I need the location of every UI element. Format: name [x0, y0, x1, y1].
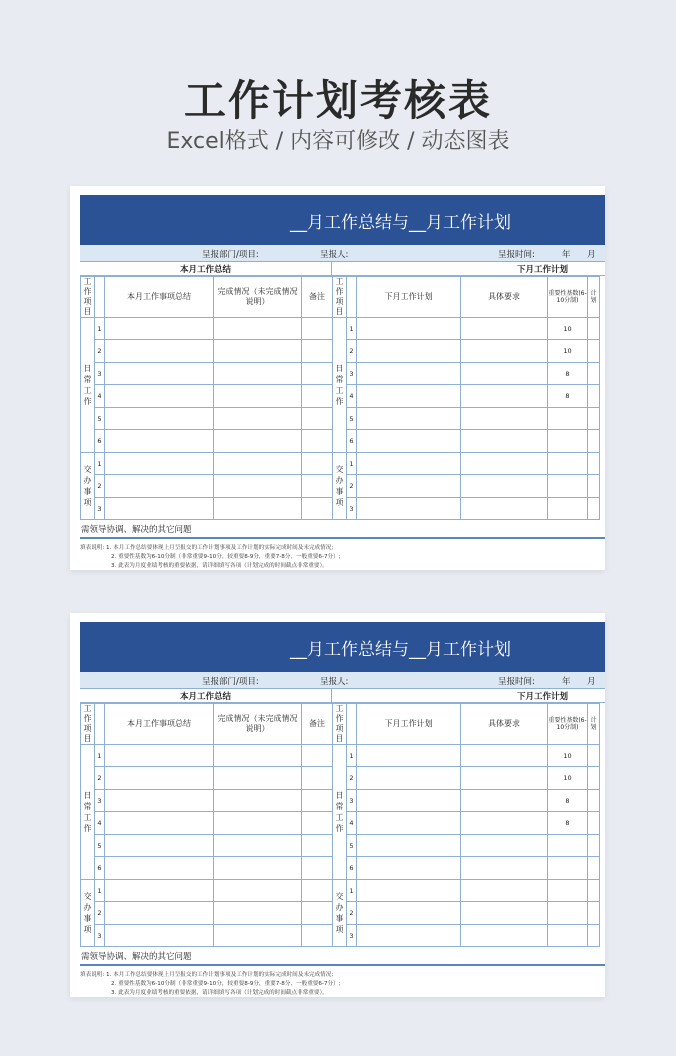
- current-month-summary-header: 本月工作总结: [80, 262, 332, 275]
- row-number-right: 6: [347, 857, 357, 880]
- month-label: 月: [587, 250, 596, 260]
- remark-cell[interactable]: [302, 902, 333, 925]
- row-number-right: 1: [347, 745, 357, 767]
- row-number: 3: [95, 925, 105, 947]
- row-number-right: 5: [347, 408, 357, 430]
- importance-cell[interactable]: [548, 880, 588, 902]
- status-cell[interactable]: [214, 790, 302, 812]
- importance-header: 重要性基数(6-10分制): [548, 277, 588, 318]
- work-item-header: 工作项目: [81, 277, 95, 318]
- status-cell[interactable]: [214, 340, 302, 363]
- row-number-right: 1: [347, 318, 357, 340]
- requirement-cell[interactable]: [461, 453, 548, 475]
- row-number: 6: [95, 857, 105, 880]
- work-item-header-right: 工作项目: [333, 277, 347, 318]
- issues-label: 需领导协调、解决的其它问题: [81, 524, 192, 535]
- requirement-cell[interactable]: [461, 318, 548, 340]
- plan-cell[interactable]: [357, 475, 461, 498]
- plan-cell[interactable]: [357, 902, 461, 925]
- requirement-cell[interactable]: [461, 408, 548, 430]
- row-number: 1: [95, 453, 105, 475]
- requirement-header: 具体要求: [461, 277, 548, 318]
- plan-cell[interactable]: [357, 385, 461, 408]
- requirement-cell[interactable]: [461, 835, 548, 857]
- remark-cell[interactable]: [302, 498, 333, 520]
- row-number-right: 3: [347, 790, 357, 812]
- summary-cell[interactable]: [105, 925, 214, 947]
- requirement-header: 具体要求: [461, 704, 548, 745]
- status-cell[interactable]: [214, 857, 302, 880]
- report-time-label: 呈报时间:: [498, 677, 535, 687]
- plan-time-cell[interactable]: [588, 925, 600, 947]
- plan-cell[interactable]: [357, 857, 461, 880]
- plan-time-cell[interactable]: [588, 902, 600, 925]
- next-month-plan-header: 下月工作计划: [516, 264, 568, 275]
- plan-time-cell[interactable]: [588, 498, 600, 520]
- status-cell[interactable]: [214, 498, 302, 520]
- remark-cell[interactable]: [302, 430, 333, 453]
- table-row: [81, 880, 600, 902]
- row-number-right: 2: [347, 340, 357, 363]
- report-time-label: 呈报时间:: [498, 250, 535, 260]
- requirement-cell[interactable]: [461, 745, 548, 767]
- importance-cell[interactable]: [548, 835, 588, 857]
- remark-cell[interactable]: [302, 408, 333, 430]
- requirement-cell[interactable]: [461, 880, 548, 902]
- table-row: [81, 745, 600, 767]
- summary-header: 本月工作事项总结: [105, 277, 214, 318]
- remark-cell[interactable]: [302, 857, 333, 880]
- row-number: 4: [95, 812, 105, 835]
- section-header-row: [80, 262, 605, 276]
- remark-header: 备注: [302, 704, 333, 745]
- row-number: 5: [95, 835, 105, 857]
- requirement-cell[interactable]: [461, 812, 548, 835]
- importance-cell[interactable]: [548, 453, 588, 475]
- plan-cell[interactable]: [357, 453, 461, 475]
- plan-time-cell[interactable]: [588, 430, 600, 453]
- plan-cell[interactable]: [357, 430, 461, 453]
- summary-cell[interactable]: [105, 767, 214, 790]
- importance-cell[interactable]: [548, 857, 588, 880]
- summary-cell[interactable]: [105, 812, 214, 835]
- importance-cell[interactable]: 10: [548, 318, 588, 340]
- summary-cell[interactable]: [105, 363, 214, 385]
- issues-row: [80, 520, 605, 539]
- work-table: [80, 276, 600, 520]
- summary-cell[interactable]: [105, 857, 214, 880]
- status-cell[interactable]: [214, 318, 302, 340]
- importance-cell[interactable]: 8: [548, 363, 588, 385]
- requirement-cell[interactable]: [461, 430, 548, 453]
- note-3: 3. 此表为月度业绩考核的重要依据，请详细填写各项（计划完成的时间截点非常重要）。: [111, 990, 328, 996]
- remark-cell[interactable]: [302, 453, 333, 475]
- meta-row: [80, 672, 605, 689]
- sheet-banner: __月工作总结与__月工作计划: [80, 195, 605, 245]
- number-header: [95, 277, 105, 318]
- reporter-label: 呈报人:: [320, 677, 349, 687]
- note-2: 2. 重要性基数为6-10分制（非常重要9-10分，较重要8-9分，重要7-8分，一般重要6-7分）;: [111, 981, 341, 987]
- summary-cell[interactable]: [105, 835, 214, 857]
- status-cell[interactable]: [214, 363, 302, 385]
- meta-row: [80, 245, 605, 262]
- requirement-cell[interactable]: [461, 925, 548, 947]
- requirement-cell[interactable]: [461, 475, 548, 498]
- fill-instructions: [80, 966, 605, 997]
- year-label: 年: [562, 677, 571, 687]
- plan-time-cell[interactable]: [588, 363, 600, 385]
- plan-time-cell[interactable]: [588, 453, 600, 475]
- month-label: 月: [587, 677, 596, 687]
- requirement-cell[interactable]: [461, 498, 548, 520]
- plan-cell[interactable]: [357, 318, 461, 340]
- assigned-group-label-right: 交办事项: [333, 880, 347, 947]
- row-number-right: 2: [347, 767, 357, 790]
- plan-header: 下月工作计划: [357, 704, 461, 745]
- next-month-plan-header: 下月工作计划: [516, 691, 568, 702]
- plan-cell[interactable]: [357, 880, 461, 902]
- plan-cell[interactable]: [357, 340, 461, 363]
- status-header: 完成情况（未完成情况说明）: [214, 704, 302, 745]
- plan-time-cell[interactable]: [588, 475, 600, 498]
- summary-cell[interactable]: [105, 408, 214, 430]
- status-cell[interactable]: [214, 453, 302, 475]
- remark-cell[interactable]: [302, 363, 333, 385]
- status-cell[interactable]: [214, 408, 302, 430]
- summary-cell[interactable]: [105, 880, 214, 902]
- plan-cell[interactable]: [357, 790, 461, 812]
- plan-time-cell[interactable]: [588, 767, 600, 790]
- remark-cell[interactable]: [302, 835, 333, 857]
- plan-time-cell[interactable]: [588, 745, 600, 767]
- status-cell[interactable]: [214, 925, 302, 947]
- plan-cell[interactable]: [357, 408, 461, 430]
- daily-group-label-right: 日常工作: [333, 318, 347, 453]
- section-header-row: [80, 689, 605, 703]
- remark-cell[interactable]: [302, 767, 333, 790]
- spreadsheet: [80, 622, 605, 997]
- status-cell[interactable]: [214, 880, 302, 902]
- importance-cell[interactable]: [548, 902, 588, 925]
- plan-cell[interactable]: [357, 498, 461, 520]
- table-row: [81, 318, 600, 340]
- department-label: 呈报部门/项目:: [202, 250, 259, 260]
- importance-cell[interactable]: [548, 475, 588, 498]
- status-cell[interactable]: [214, 385, 302, 408]
- plan-header: 下月工作计划: [357, 277, 461, 318]
- status-cell[interactable]: [214, 902, 302, 925]
- summary-cell[interactable]: [105, 430, 214, 453]
- plan-cell[interactable]: [357, 925, 461, 947]
- issues-label: 需领导协调、解决的其它问题: [81, 951, 192, 962]
- row-number: 1: [95, 880, 105, 902]
- importance-cell[interactable]: [548, 408, 588, 430]
- summary-cell[interactable]: [105, 318, 214, 340]
- importance-cell[interactable]: [548, 925, 588, 947]
- plan-time-cell[interactable]: [588, 790, 600, 812]
- requirement-cell[interactable]: [461, 385, 548, 408]
- status-cell[interactable]: [214, 767, 302, 790]
- notes-label: 填表说明:: [80, 972, 105, 978]
- page-subtitle: Excel格式 / 内容可修改 / 动态图表: [166, 129, 510, 154]
- plan-cell[interactable]: [357, 363, 461, 385]
- plan-time-cell[interactable]: [588, 408, 600, 430]
- row-number-right: 2: [347, 902, 357, 925]
- daily-group-label: 日常工作: [81, 745, 95, 880]
- remark-cell[interactable]: [302, 340, 333, 363]
- row-number: 2: [95, 475, 105, 498]
- notes-label: 填表说明:: [80, 545, 105, 551]
- status-cell[interactable]: [214, 745, 302, 767]
- work-item-header: 工作项目: [81, 704, 95, 745]
- summary-cell[interactable]: [105, 340, 214, 363]
- summary-cell[interactable]: [105, 790, 214, 812]
- importance-cell[interactable]: 8: [548, 812, 588, 835]
- plan-time-cell[interactable]: [588, 340, 600, 363]
- requirement-cell[interactable]: [461, 790, 548, 812]
- note-3: 3. 此表为月度业绩考核的重要依据，请详细填写各项（计划完成的时间截点非常重要）。: [111, 563, 328, 569]
- row-number-right: 3: [347, 363, 357, 385]
- row-number-right: 4: [347, 385, 357, 408]
- summary-cell[interactable]: [105, 385, 214, 408]
- table-row: [81, 453, 600, 475]
- plan-time-header: 计划: [588, 704, 600, 745]
- plan-cell[interactable]: [357, 812, 461, 835]
- row-number: 1: [95, 745, 105, 767]
- issues-row: [80, 947, 605, 966]
- plan-time-cell[interactable]: [588, 318, 600, 340]
- summary-cell[interactable]: [105, 745, 214, 767]
- table-header-row: [81, 704, 600, 745]
- page-title: 工作计划考核表: [183, 76, 492, 125]
- current-month-summary-header: 本月工作总结: [80, 689, 332, 702]
- number-header-right: [347, 704, 357, 745]
- status-header: 完成情况（未完成情况说明）: [214, 277, 302, 318]
- note-1: 1. 本月工作总结要体现上月呈报交的工作计划事项及工作计划的实际完成时间及未完成情况;: [106, 545, 334, 551]
- summary-cell[interactable]: [105, 498, 214, 520]
- daily-group-label: 日常工作: [81, 318, 95, 453]
- sheet-preview-1: [70, 186, 605, 570]
- requirement-cell[interactable]: [461, 902, 548, 925]
- plan-time-cell[interactable]: [588, 835, 600, 857]
- importance-cell[interactable]: [548, 430, 588, 453]
- summary-header: 本月工作事项总结: [105, 704, 214, 745]
- row-number: 4: [95, 385, 105, 408]
- status-cell[interactable]: [214, 430, 302, 453]
- summary-cell[interactable]: [105, 453, 214, 475]
- row-number: 3: [95, 498, 105, 520]
- status-cell[interactable]: [214, 835, 302, 857]
- importance-cell[interactable]: 10: [548, 767, 588, 790]
- row-number-right: 5: [347, 835, 357, 857]
- remark-header: 备注: [302, 277, 333, 318]
- remark-cell[interactable]: [302, 385, 333, 408]
- row-number-right: 3: [347, 498, 357, 520]
- note-2: 2. 重要性基数为6-10分制（非常重要9-10分，较重要8-9分，重要7-8分，一般重要6-7分）;: [111, 554, 341, 560]
- requirement-cell[interactable]: [461, 340, 548, 363]
- plan-time-header: 计划: [588, 277, 600, 318]
- row-number-right: 2: [347, 475, 357, 498]
- row-number: 3: [95, 363, 105, 385]
- department-label: 呈报部门/项目:: [202, 677, 259, 687]
- remark-cell[interactable]: [302, 880, 333, 902]
- remark-cell[interactable]: [302, 925, 333, 947]
- plan-cell[interactable]: [357, 745, 461, 767]
- note-1: 1. 本月工作总结要体现上月呈报交的工作计划事项及工作计划的实际完成时间及未完成情况;: [106, 972, 334, 978]
- row-number-right: 1: [347, 880, 357, 902]
- row-number: 2: [95, 902, 105, 925]
- importance-cell[interactable]: [548, 498, 588, 520]
- importance-cell[interactable]: 8: [548, 790, 588, 812]
- remark-cell[interactable]: [302, 790, 333, 812]
- row-number-right: 6: [347, 430, 357, 453]
- summary-cell[interactable]: [105, 475, 214, 498]
- requirement-cell[interactable]: [461, 767, 548, 790]
- sheet-banner: __月工作总结与__月工作计划: [80, 622, 605, 672]
- plan-time-cell[interactable]: [588, 880, 600, 902]
- status-cell[interactable]: [214, 812, 302, 835]
- work-item-header-right: 工作项目: [333, 704, 347, 745]
- fill-instructions: [80, 539, 605, 570]
- remark-cell[interactable]: [302, 318, 333, 340]
- importance-cell[interactable]: 10: [548, 340, 588, 363]
- importance-cell[interactable]: 8: [548, 385, 588, 408]
- table-header-row: [81, 277, 600, 318]
- requirement-cell[interactable]: [461, 363, 548, 385]
- row-number-right: 3: [347, 925, 357, 947]
- number-header-right: [347, 277, 357, 318]
- summary-cell[interactable]: [105, 902, 214, 925]
- assigned-group-label: 交办事项: [81, 880, 95, 947]
- plan-time-cell[interactable]: [588, 857, 600, 880]
- row-number: 5: [95, 408, 105, 430]
- sheet-preview-2: [70, 613, 605, 997]
- row-number: 1: [95, 318, 105, 340]
- remark-cell[interactable]: [302, 475, 333, 498]
- row-number: 6: [95, 430, 105, 453]
- row-number: 2: [95, 340, 105, 363]
- remark-cell[interactable]: [302, 812, 333, 835]
- row-number-right: 1: [347, 453, 357, 475]
- reporter-label: 呈报人:: [320, 250, 349, 260]
- importance-header: 重要性基数(6-10分制): [548, 704, 588, 745]
- number-header: [95, 704, 105, 745]
- status-cell[interactable]: [214, 475, 302, 498]
- daily-group-label-right: 日常工作: [333, 745, 347, 880]
- work-table: [80, 703, 600, 947]
- row-number: 2: [95, 767, 105, 790]
- remark-cell[interactable]: [302, 745, 333, 767]
- importance-cell[interactable]: 10: [548, 745, 588, 767]
- plan-cell[interactable]: [357, 835, 461, 857]
- assigned-group-label-right: 交办事项: [333, 453, 347, 520]
- requirement-cell[interactable]: [461, 857, 548, 880]
- row-number: 3: [95, 790, 105, 812]
- plan-time-cell[interactable]: [588, 385, 600, 408]
- year-label: 年: [562, 250, 571, 260]
- assigned-group-label: 交办事项: [81, 453, 95, 520]
- plan-cell[interactable]: [357, 767, 461, 790]
- plan-time-cell[interactable]: [588, 812, 600, 835]
- row-number-right: 4: [347, 812, 357, 835]
- spreadsheet: [80, 195, 605, 570]
